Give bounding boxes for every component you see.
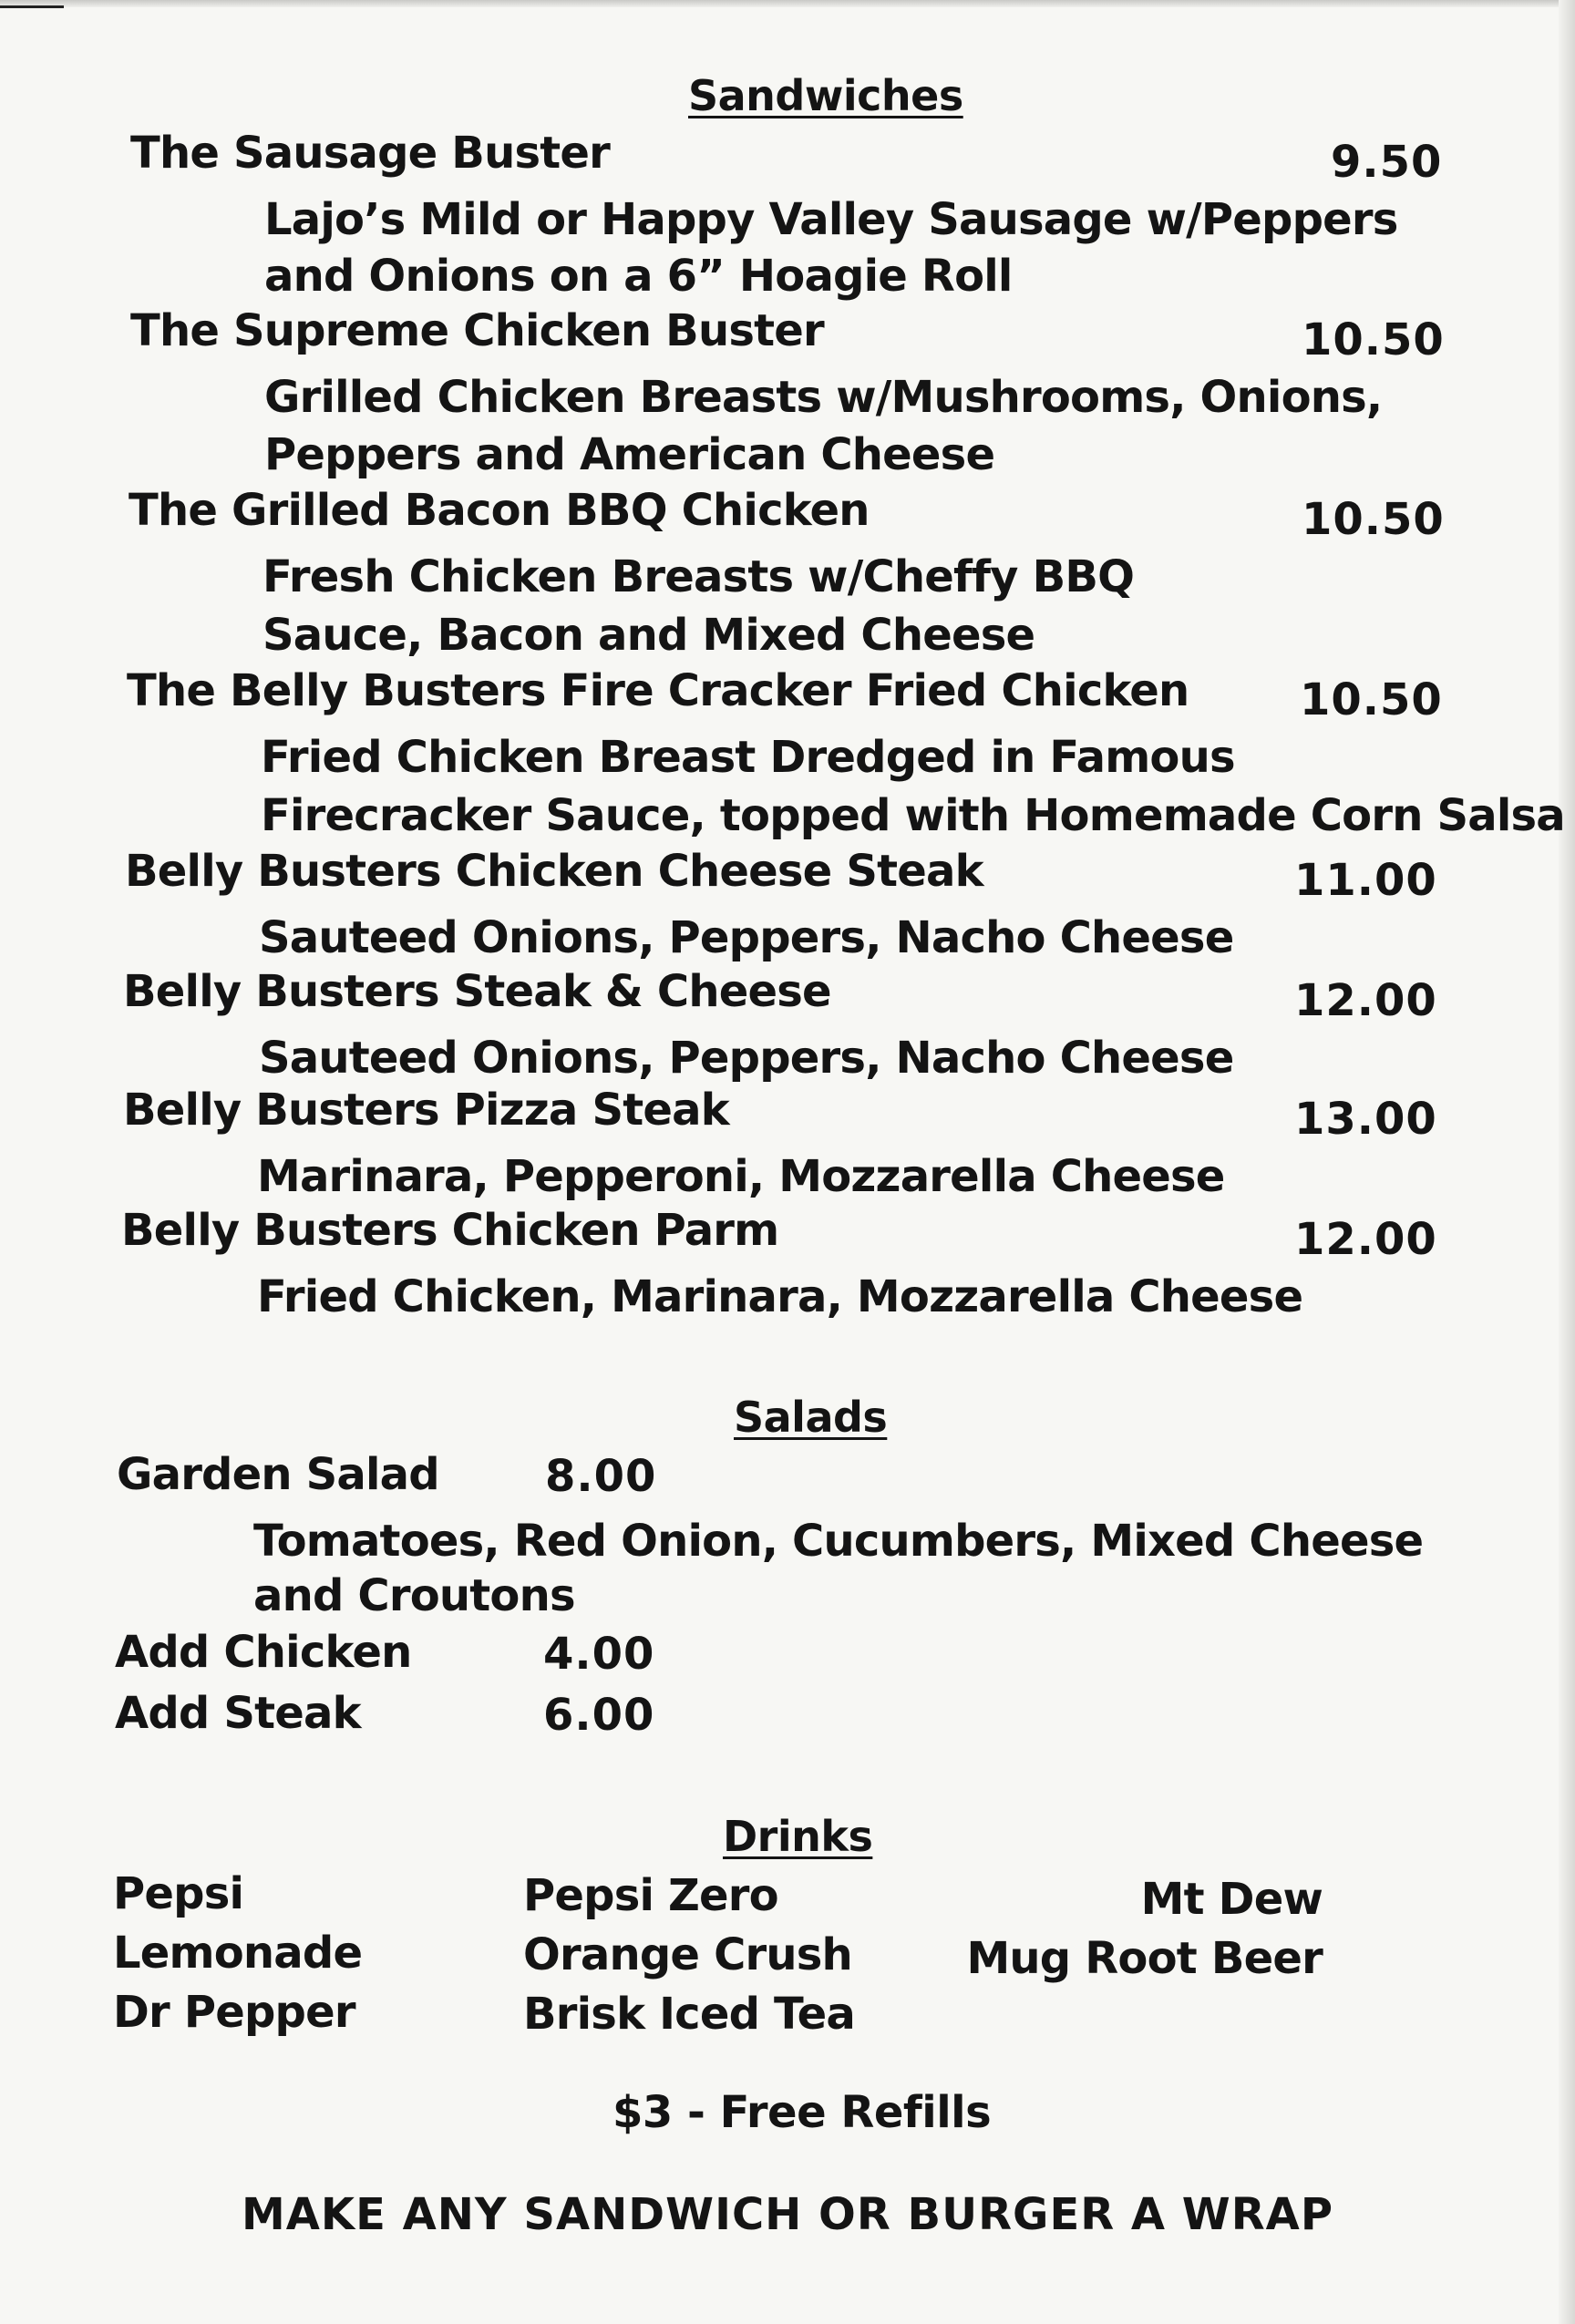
item-description: Peppers and American Cheese	[264, 429, 995, 480]
item-name: The Sausage Buster	[130, 128, 610, 179]
addon-price: 6.00	[543, 1690, 655, 1741]
item-price: 9.50	[1331, 137, 1443, 188]
item-price: 10.50	[1302, 314, 1445, 365]
item-name: Belly Busters Chicken Cheese Steak	[125, 846, 983, 897]
item-description: Grilled Chicken Breasts w/Mushrooms, Onions,	[264, 372, 1383, 423]
drink-item: Lemonade	[113, 1928, 363, 1979]
item-description: Sauteed Onions, Peppers, Nacho Cheese	[259, 912, 1234, 963]
item-price: 10.50	[1300, 674, 1443, 725]
item-name: Belly Busters Pizza Steak	[123, 1085, 729, 1136]
addon-name: Add Chicken	[115, 1627, 412, 1678]
item-description: Fried Chicken, Marinara, Mozzarella Cheese	[257, 1271, 1303, 1322]
item-description: Firecracker Sauce, topped with Homemade Corn Salsa	[261, 790, 1565, 841]
item-price: 12.00	[1294, 1214, 1437, 1265]
refills-note: $3 - Free Refills	[612, 2087, 992, 2138]
item-name: Garden Salad	[117, 1449, 439, 1500]
drink-item: Orange Crush	[523, 1929, 852, 1980]
item-name: Belly Busters Steak & Cheese	[123, 966, 831, 1017]
drink-item: Pepsi Zero	[523, 1870, 778, 1921]
item-name: The Supreme Chicken Buster	[130, 305, 824, 356]
drinks-title: Drinks	[723, 1812, 873, 1861]
item-price: 10.50	[1302, 494, 1445, 545]
item-description: and Onions on a 6” Hoagie Roll	[264, 251, 1013, 302]
item-description: Lajo’s Mild or Happy Valley Sausage w/Peppers	[264, 194, 1398, 245]
item-description: Sauce, Bacon and Mixed Cheese	[262, 610, 1035, 661]
addon-price: 4.00	[543, 1629, 655, 1680]
sandwiches-title: Sandwiches	[688, 71, 963, 120]
item-price: 8.00	[545, 1451, 657, 1502]
drink-item: Mug Root Beer	[966, 1933, 1323, 1984]
item-description: and Croutons	[253, 1570, 575, 1621]
addon-name: Add Steak	[115, 1688, 361, 1739]
drink-item: Pepsi	[113, 1868, 244, 1919]
drink-item: Brisk Iced Tea	[523, 1989, 855, 2040]
item-name: The Grilled Bacon BBQ Chicken	[129, 485, 870, 536]
item-name: The Belly Busters Fire Cracker Fried Chicken	[127, 665, 1189, 716]
salads-title: Salads	[734, 1393, 888, 1442]
item-description: Tomatoes, Red Onion, Cucumbers, Mixed Cheese	[253, 1516, 1424, 1567]
item-description: Sauteed Onions, Peppers, Nacho Cheese	[259, 1033, 1234, 1084]
item-description: Fresh Chicken Breasts w/Cheffy BBQ	[262, 551, 1135, 602]
drink-item: Mt Dew	[1140, 1874, 1323, 1925]
item-price: 11.00	[1294, 855, 1437, 906]
item-price: 13.00	[1294, 1094, 1437, 1145]
item-price: 12.00	[1294, 975, 1437, 1026]
drink-item: Dr Pepper	[113, 1987, 355, 2038]
item-description: Marinara, Pepperoni, Mozzarella Cheese	[257, 1151, 1225, 1202]
wrap-note: MAKE ANY SANDWICH OR BURGER A WRAP	[242, 2189, 1333, 2240]
item-name: Belly Busters Chicken Parm	[121, 1205, 779, 1256]
item-description: Fried Chicken Breast Dredged in Famous	[261, 732, 1235, 783]
